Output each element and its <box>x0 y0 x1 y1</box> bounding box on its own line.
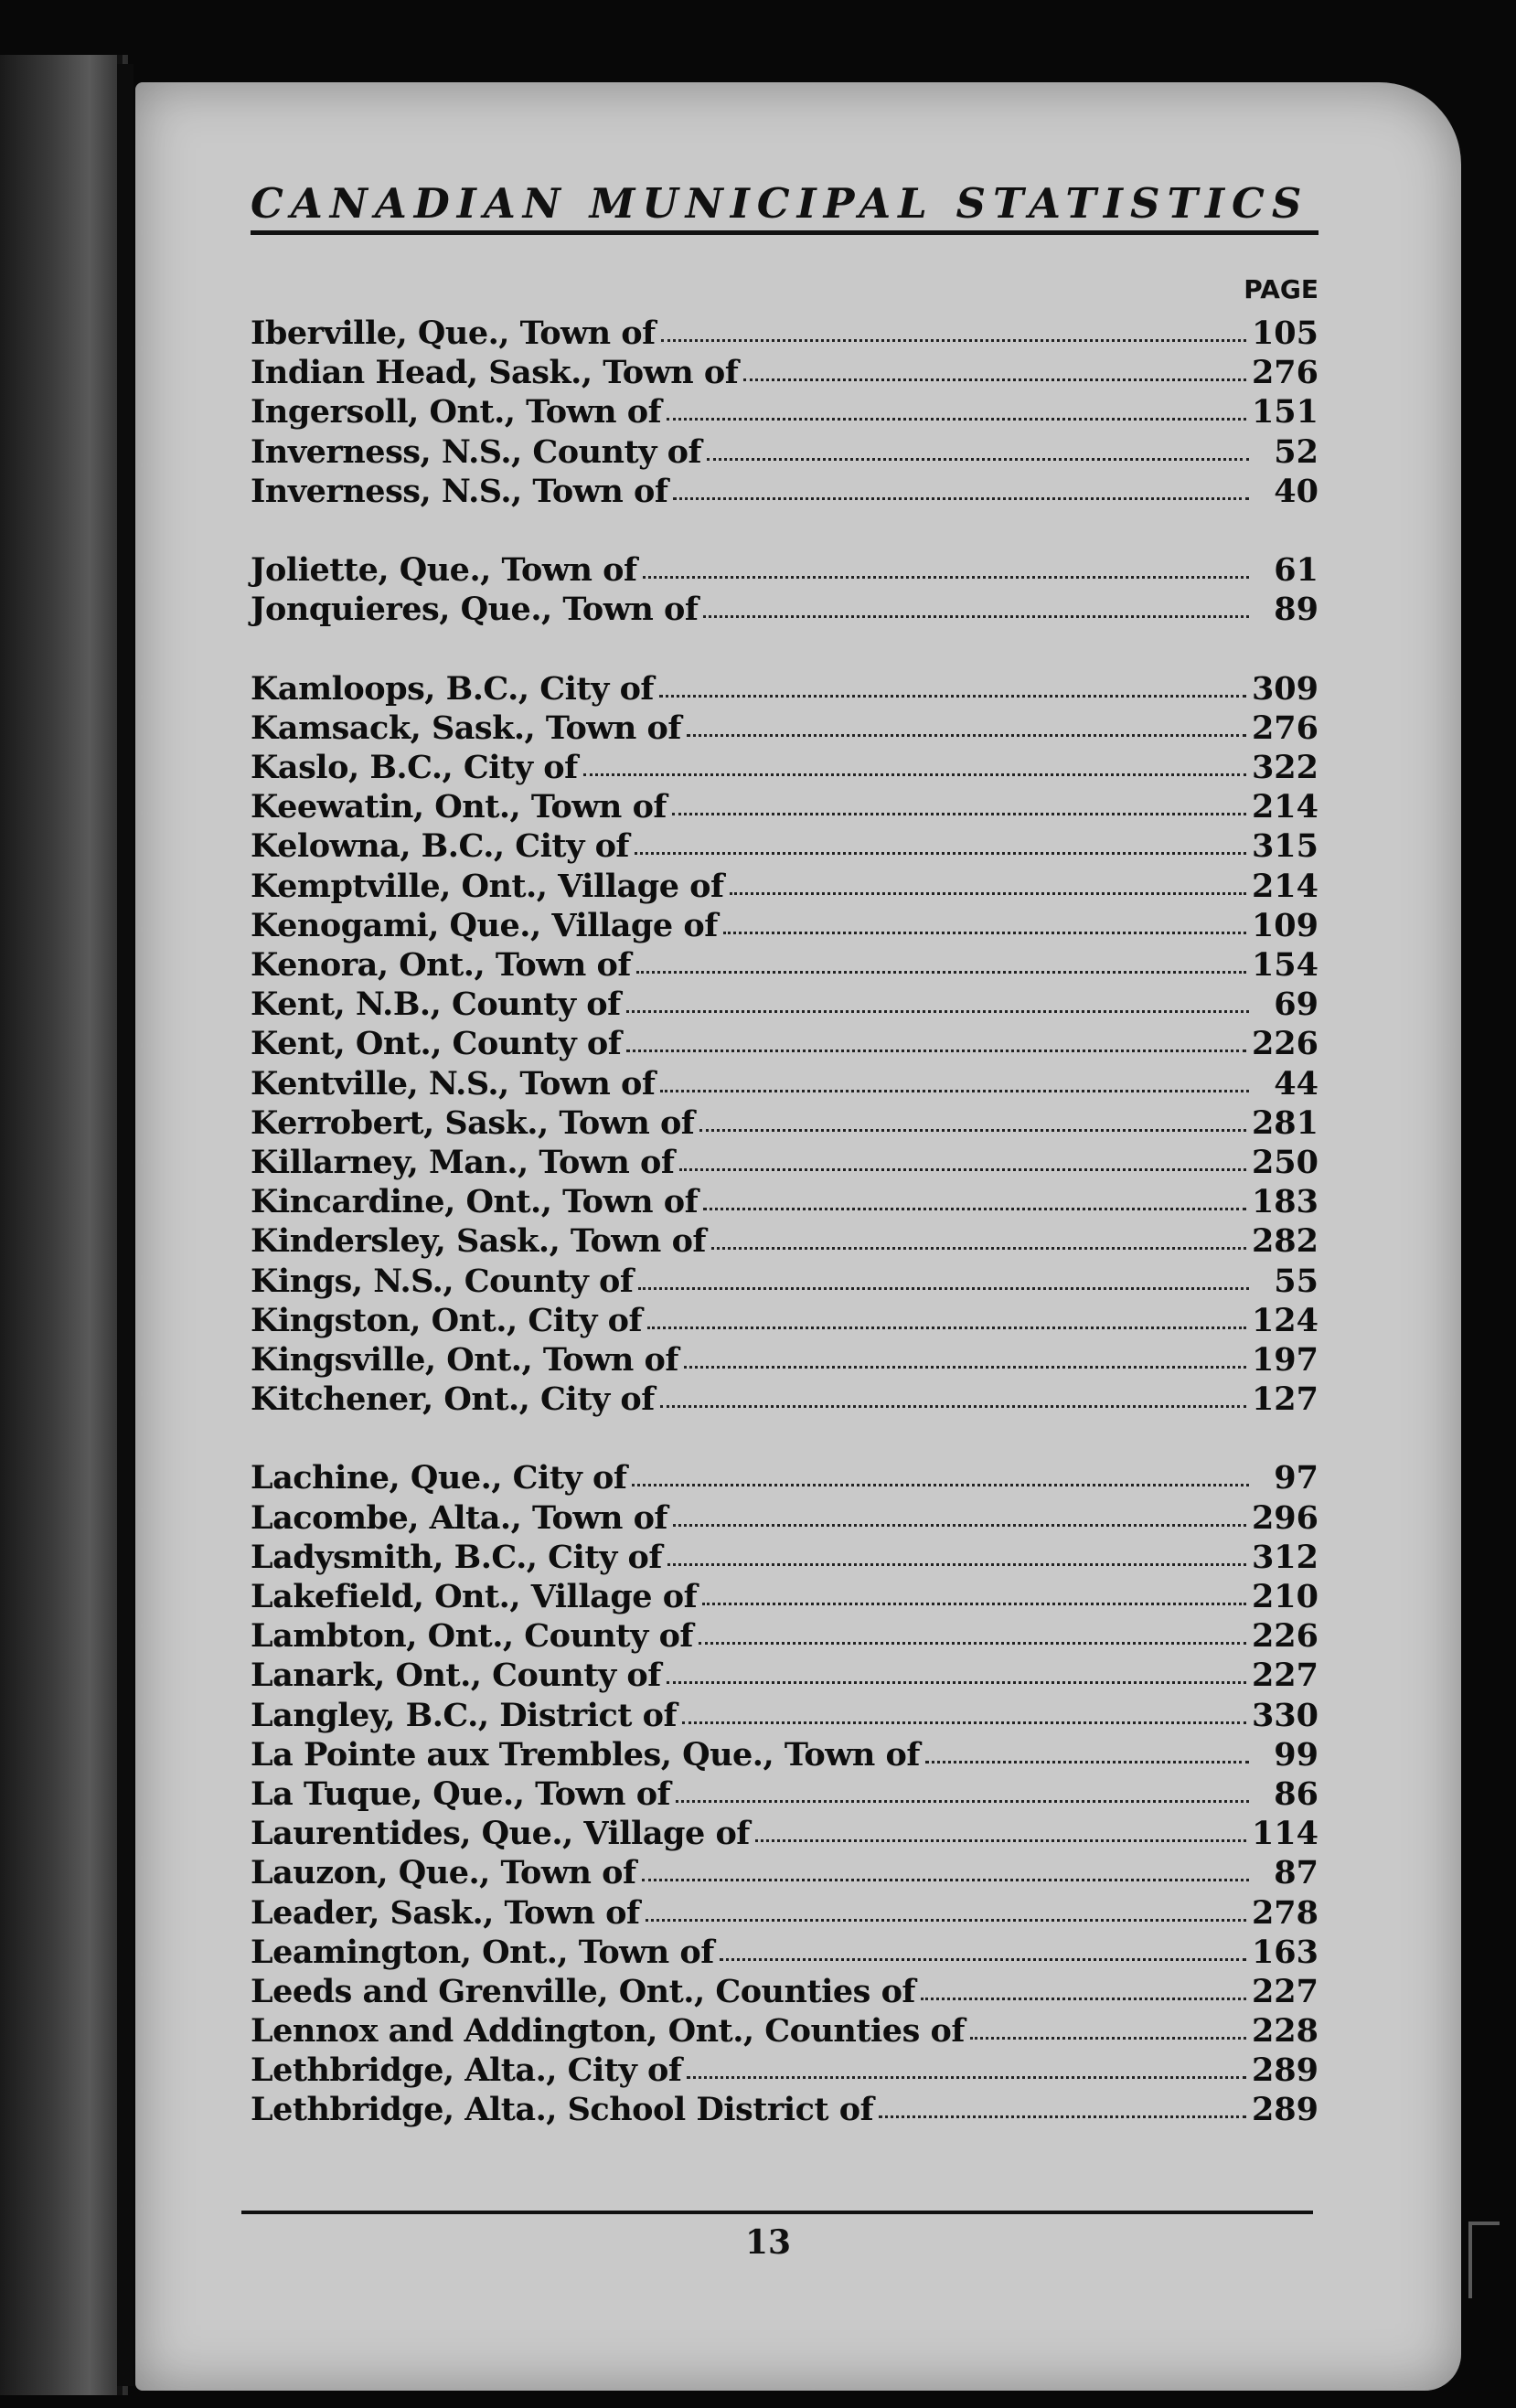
index-entry <box>251 590 1318 629</box>
entry-name: La Pointe aux Trembles, Que., Town of <box>251 1735 920 1774</box>
entry-name: La Tuque, Que., Town of <box>251 1774 671 1813</box>
entry-page-number: 250 <box>1251 1143 1318 1181</box>
page-number: 13 <box>744 2223 792 2262</box>
index-entry <box>251 392 1318 432</box>
index-entry <box>251 906 1318 945</box>
entry-name: Lakefield, Ont., Village of <box>251 1578 698 1615</box>
entry-name: Langley, B.C., District of <box>251 1696 678 1734</box>
index-entry <box>251 1301 1318 1340</box>
entry-page-number: 114 <box>1251 1815 1318 1853</box>
entry-name: Kent, N.B., County of <box>251 986 621 1024</box>
index-entry <box>251 353 1318 392</box>
index-entry <box>251 945 1318 985</box>
index-entry <box>251 1182 1318 1221</box>
index-entry <box>251 1893 1318 1933</box>
dot-leader <box>659 689 1246 698</box>
entry-page-number: 214 <box>1251 788 1318 826</box>
entry-page-number: 97 <box>1274 1459 1318 1497</box>
entry-name: Indian Head, Sask., Town of <box>251 354 739 392</box>
entry-name: Lethbridge, Alta., School District of <box>251 2091 874 2129</box>
footer-rule <box>241 2211 1313 2214</box>
index-entry <box>251 1221 1318 1261</box>
entry-page-number: 154 <box>1251 946 1318 984</box>
entry-page-number: 127 <box>1251 1380 1318 1419</box>
entry-name: Laurentides, Que., Village of <box>251 1815 750 1853</box>
dot-leader <box>647 1321 1246 1329</box>
entry-page-number: 312 <box>1251 1538 1318 1576</box>
dot-leader <box>682 1716 1246 1724</box>
index-entry <box>251 432 1318 472</box>
entry-page-number: 214 <box>1251 867 1318 905</box>
dot-leader <box>699 1124 1246 1132</box>
entry-name: Lennox and Addington, Ont., Counties of <box>251 2012 965 2051</box>
dot-leader <box>720 1953 1246 1961</box>
index-entry <box>251 2051 1318 2090</box>
dot-leader <box>635 847 1246 855</box>
entry-name: Jonquieres, Que., Town of <box>251 591 699 629</box>
dot-leader <box>676 1795 1249 1803</box>
dot-leader <box>755 1834 1246 1842</box>
dot-leader <box>723 926 1246 934</box>
index-entry <box>251 1380 1318 1419</box>
entry-page-number: 228 <box>1251 2012 1318 2051</box>
index-entry <box>251 1262 1318 1301</box>
corner-mark <box>1468 2222 1500 2298</box>
group-spacer <box>251 511 1318 550</box>
entry-page-number: 289 <box>1251 2091 1318 2129</box>
entry-name: Kelowna, B.C., City of <box>251 827 629 866</box>
dot-leader <box>672 807 1246 815</box>
entry-name: Iberville, Que., Town of <box>251 314 656 352</box>
entry-name: Lethbridge, Alta., City of <box>251 2051 682 2090</box>
index-entry <box>251 826 1318 866</box>
entry-page-number: 276 <box>1251 709 1318 747</box>
dot-leader <box>730 887 1246 895</box>
dot-leader <box>667 1676 1246 1684</box>
entry-page-number: 151 <box>1251 393 1318 432</box>
dot-leader <box>687 2071 1246 2079</box>
entry-page-number: 226 <box>1251 1025 1318 1063</box>
entry-page-number: 124 <box>1251 1301 1318 1339</box>
dot-leader <box>921 1992 1246 2000</box>
entry-name: Kaslo, B.C., City of <box>251 749 578 787</box>
entry-name: Keewatin, Ont., Town of <box>251 788 667 826</box>
dot-leader <box>699 1636 1246 1645</box>
index-entries <box>251 314 1318 2130</box>
index-entry <box>251 1933 1318 1972</box>
entry-page-number: 197 <box>1251 1340 1318 1379</box>
group-spacer <box>251 630 1318 669</box>
entry-name: Ladysmith, B.C., City of <box>251 1538 662 1576</box>
index-entry <box>251 472 1318 511</box>
index-entry <box>251 748 1318 787</box>
index-entry <box>251 669 1318 709</box>
index-entry <box>251 1814 1318 1853</box>
entry-page-number: 163 <box>1251 1933 1318 1971</box>
entry-page-number: 109 <box>1251 906 1318 944</box>
page-title: CANADIAN MUNICIPAL STATISTICS <box>251 179 1309 228</box>
index-entry <box>251 787 1318 826</box>
index-entry <box>251 314 1318 353</box>
index-entry <box>251 709 1318 748</box>
dot-leader <box>673 1518 1246 1527</box>
dot-leader <box>684 1360 1246 1369</box>
dot-leader <box>661 334 1246 342</box>
entry-name: Leamington, Ont., Town of <box>251 1933 714 1971</box>
entry-name: Kerrobert, Sask., Town of <box>251 1103 695 1142</box>
entry-name: Kenogami, Que., Village of <box>251 906 718 944</box>
entry-name: Lachine, Que., City of <box>251 1459 627 1497</box>
entry-name: Kamloops, B.C., City of <box>251 669 654 708</box>
index-entry <box>251 1498 1318 1538</box>
entry-name: Lambton, Ont., County of <box>251 1617 693 1656</box>
entry-page-number: 86 <box>1274 1774 1318 1813</box>
index-entry <box>251 1616 1318 1656</box>
entry-name: Kitchener, Ont., City of <box>251 1380 655 1419</box>
dot-leader <box>667 1558 1246 1566</box>
entry-name: Leader, Sask., Town of <box>251 1893 640 1932</box>
entry-name: Inverness, N.S., County of <box>251 432 702 471</box>
header-rule <box>251 230 1318 235</box>
index-entry <box>251 1458 1318 1497</box>
entry-name: Kenora, Ont., Town of <box>251 946 631 984</box>
index-entry <box>251 1774 1318 1814</box>
dot-leader <box>970 2031 1246 2040</box>
index-entry <box>251 1538 1318 1577</box>
entry-name: Kingston, Ont., City of <box>251 1301 643 1339</box>
entry-name: Lanark, Ont., County of <box>251 1657 661 1695</box>
entry-page-number: 52 <box>1274 432 1318 471</box>
dot-leader <box>626 1005 1249 1013</box>
dot-leader <box>687 729 1246 737</box>
dot-leader <box>642 1873 1249 1881</box>
index-entry <box>251 1143 1318 1182</box>
entry-name: Kamsack, Sask., Town of <box>251 709 681 747</box>
entry-name: Joliette, Que., Town of <box>251 551 637 590</box>
dot-leader <box>667 412 1246 421</box>
entry-name: Lacombe, Alta., Town of <box>251 1498 667 1537</box>
entry-page-number: 40 <box>1274 472 1318 510</box>
index-entry <box>251 1972 1318 2011</box>
dot-leader <box>583 768 1246 776</box>
entry-page-number: 87 <box>1274 1854 1318 1892</box>
index-entry <box>251 1853 1318 1892</box>
index-entry <box>251 1577 1318 1616</box>
entry-page-number: 296 <box>1251 1498 1318 1537</box>
entry-page-number: 105 <box>1251 314 1318 352</box>
index-entry <box>251 1024 1318 1063</box>
entry-page-number: 227 <box>1251 1657 1318 1695</box>
index-entry <box>251 985 1318 1024</box>
index-entry <box>251 1103 1318 1143</box>
index-entry <box>251 1696 1318 1735</box>
dot-leader <box>643 570 1249 579</box>
entry-page-number: 44 <box>1274 1064 1318 1103</box>
entry-page-number: 322 <box>1251 749 1318 787</box>
index-entry <box>251 1656 1318 1695</box>
entry-page-number: 55 <box>1274 1262 1318 1300</box>
entry-name: Ingersoll, Ont., Town of <box>251 393 662 432</box>
book-spine <box>117 64 133 2386</box>
index-entry <box>251 867 1318 906</box>
entry-name: Kindersley, Sask., Town of <box>251 1222 706 1261</box>
index-entry <box>251 550 1318 590</box>
entry-page-number: 276 <box>1251 354 1318 392</box>
index-entry <box>251 1735 1318 1774</box>
entry-page-number: 89 <box>1274 591 1318 629</box>
entry-page-number: 69 <box>1274 986 1318 1024</box>
dot-leader <box>660 1400 1246 1408</box>
entry-name: Kentville, N.S., Town of <box>251 1064 656 1103</box>
entry-page-number: 61 <box>1274 551 1318 590</box>
entry-name: Kincardine, Ont., Town of <box>251 1183 699 1221</box>
entry-name: Kemptville, Ont., Village of <box>251 867 724 905</box>
dot-leader <box>673 492 1249 500</box>
entry-name: Kings, N.S., County of <box>251 1262 634 1300</box>
page-column-label: PAGE <box>1244 274 1318 304</box>
entry-page-number: 281 <box>1251 1103 1318 1142</box>
index-entry <box>251 1340 1318 1380</box>
entry-page-number: 330 <box>1251 1696 1318 1734</box>
dot-leader <box>702 1597 1246 1605</box>
entry-name: Killarney, Man., Town of <box>251 1143 675 1181</box>
entry-page-number: 289 <box>1251 2051 1318 2090</box>
dot-leader <box>707 453 1249 461</box>
index-entry <box>251 2090 1318 2129</box>
entry-page-number: 309 <box>1251 669 1318 708</box>
entry-name: Kingsville, Ont., Town of <box>251 1340 678 1379</box>
dot-leader <box>636 965 1246 974</box>
dot-leader <box>660 1084 1249 1092</box>
entry-name: Inverness, N.S., Town of <box>251 472 668 510</box>
entry-page-number: 227 <box>1251 1972 1318 2010</box>
facing-page-edge <box>0 55 128 2395</box>
dot-leader <box>632 1478 1249 1486</box>
entry-page-number: 99 <box>1274 1735 1318 1774</box>
entry-name: Lauzon, Que., Town of <box>251 1854 636 1892</box>
dot-leader <box>879 2110 1246 2118</box>
entry-page-number: 183 <box>1251 1183 1318 1221</box>
dot-leader <box>638 1282 1249 1290</box>
index-entry <box>251 2011 1318 2051</box>
entry-name: Leeds and Grenville, Ont., Counties of <box>251 1972 915 2010</box>
dot-leader <box>703 1202 1246 1210</box>
dot-leader <box>646 1913 1246 1922</box>
dot-leader <box>626 1044 1246 1052</box>
dot-leader <box>743 373 1246 381</box>
entry-name: Kent, Ont., County of <box>251 1025 622 1063</box>
dot-leader <box>679 1163 1245 1171</box>
entry-page-number: 226 <box>1251 1617 1318 1656</box>
dot-leader <box>711 1241 1246 1250</box>
entry-page-number: 315 <box>1251 827 1318 866</box>
group-spacer <box>251 1419 1318 1458</box>
index-entry <box>251 1064 1318 1103</box>
entry-page-number: 278 <box>1251 1893 1318 1932</box>
entry-page-number: 210 <box>1251 1578 1318 1615</box>
entry-page-number: 282 <box>1251 1222 1318 1261</box>
dot-leader <box>703 610 1249 618</box>
dot-leader <box>925 1755 1249 1763</box>
